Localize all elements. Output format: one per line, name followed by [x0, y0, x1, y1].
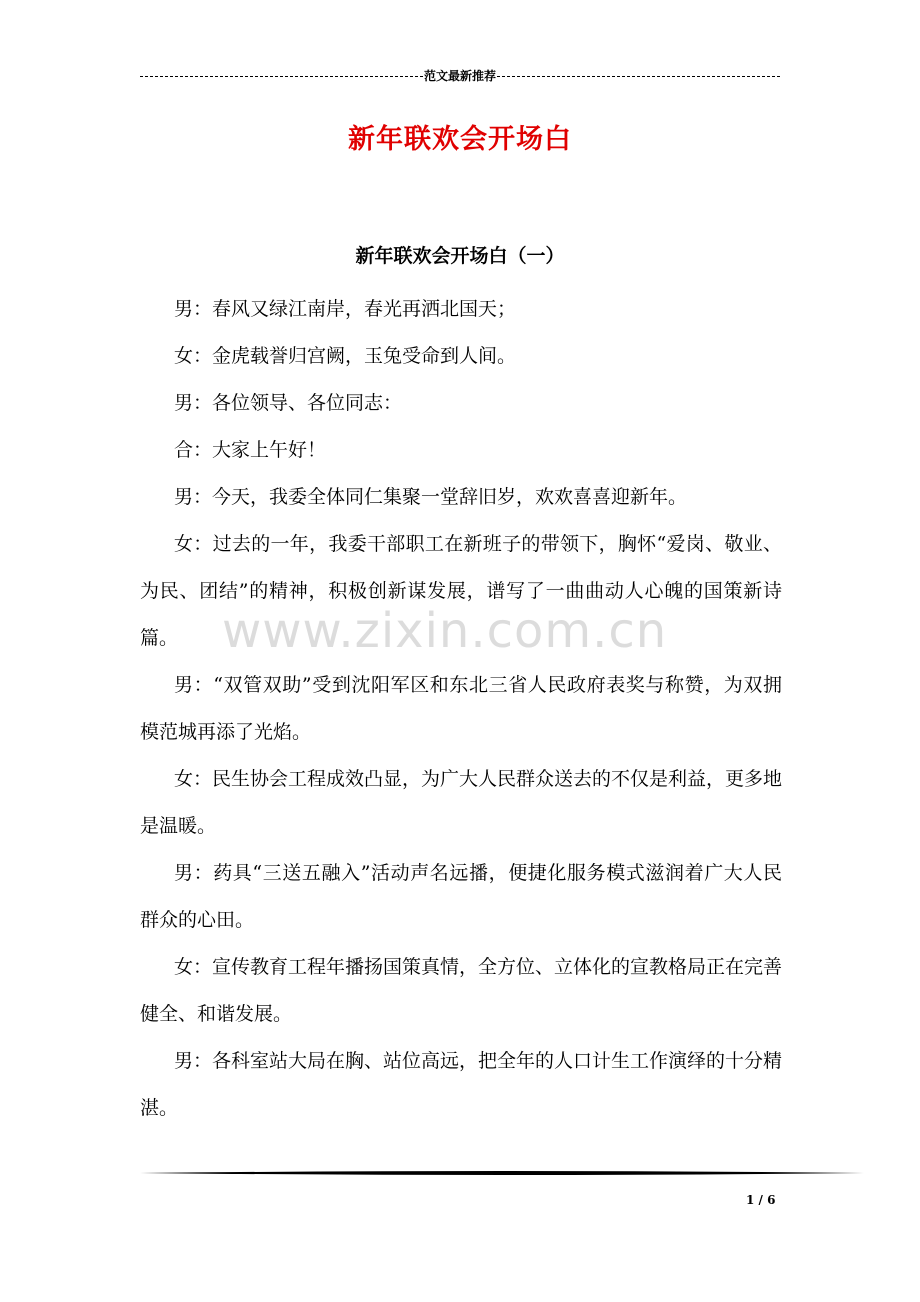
- paragraph: 男：今天，我委全体同仁集聚一堂辞旧岁，欢欢喜喜迎新年。: [174, 486, 688, 508]
- document-title: 新年联欢会开场白: [348, 124, 572, 155]
- paragraph: 女：过去的一年，我委干部职工在新班子的带领下，胸怀“爱岗、敬业、为民、团结”的精神，积极创新谋发展，谱写了一曲曲动人心魄的国策新诗篇。: [140, 533, 782, 649]
- section-title: 新年联欢会开场白（一）: [355, 245, 565, 267]
- paragraph: 男：各位领导、各位同志：: [174, 392, 403, 414]
- page-number: 1 / 6: [746, 1193, 776, 1207]
- paragraph: 女：宣传教育工程年播扬国策真情，全方位、立体化的宣教格局正在完善健全、和谐发展。: [140, 956, 783, 1025]
- paragraph: 男：各科室站大局在胸、站位高远，把全年的人口计生工作演绎的十分精湛。: [140, 1050, 783, 1119]
- paragraph: 男：“双管双助”受到沈阳军区和东北三省人民政府表奖与称赞，为双拥模范城再添了光焰。: [140, 674, 782, 743]
- paragraph: 男：药具“三送五融入”活动声名远播，便捷化服务模式滋润着广大人民群众的心田。: [140, 862, 782, 931]
- paragraph: 女：金虎载誉归宫阙，玉兔受命到人间。: [174, 345, 517, 367]
- header-dash-left: [140, 76, 423, 77]
- paragraph: 合：大家上午好！: [174, 439, 327, 461]
- header-label: 范文最新推荐: [424, 69, 497, 83]
- header-line: [140, 68, 780, 84]
- paragraph: 男：春风又绿江南岸，春光再洒北国天；: [174, 298, 517, 320]
- document-body: [140, 286, 782, 1132]
- watermark: www.zixin.com.cn: [222, 603, 668, 659]
- footer-rule: [140, 1168, 864, 1178]
- header-dash-right: [497, 76, 780, 77]
- paragraph: 女：民生协会工程成效凸显，为广大人民群众送去的不仅是利益，更多地是温暖。: [140, 768, 783, 837]
